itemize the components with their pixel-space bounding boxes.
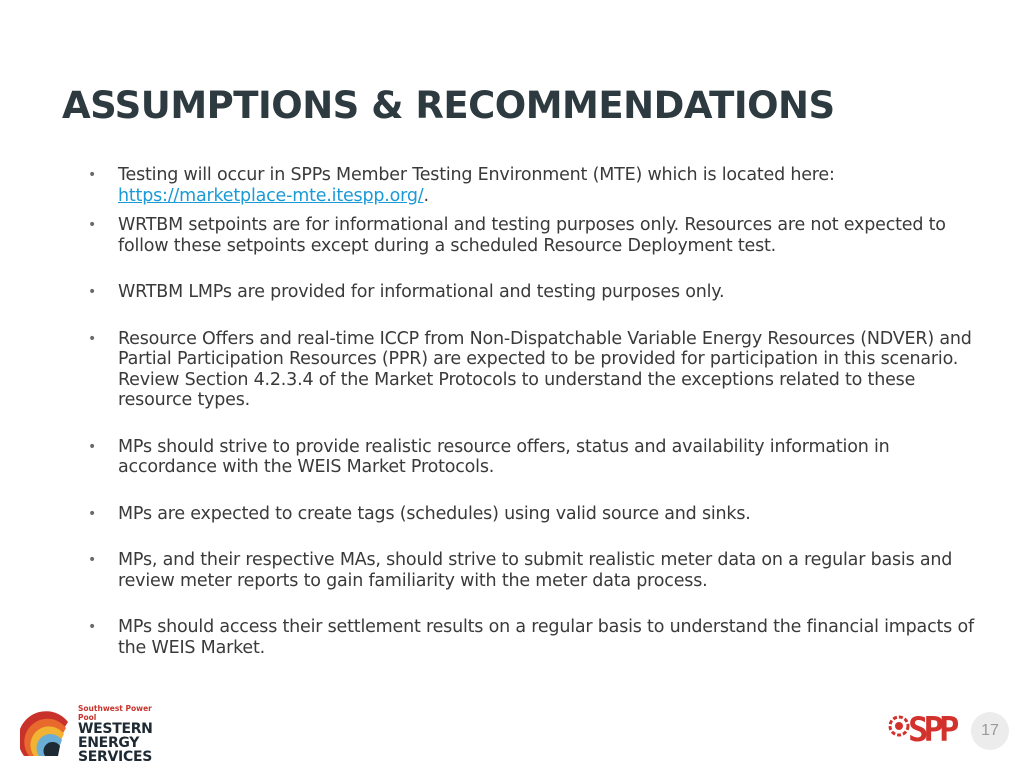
- wes-logo: [20, 700, 170, 765]
- bullet-text: MPs should access their settlement results on a regular basis to understand the financial impacts of the WEIS Market.: [118, 617, 974, 658]
- bullet-text: MPs, and their respective MAs, should strive to submit realistic meter data on a regular basis and review meter reports to gain familiarity with the meter data process.: [118, 550, 953, 591]
- wes-logo-line: Southwest Power Pool: [78, 704, 152, 722]
- bullet-item: [88, 165, 978, 206]
- bullet-list: [88, 165, 978, 658]
- bullet-text: MPs are expected to create tags (schedules) using valid source and sinks.: [118, 503, 751, 524]
- bullet-item: [88, 504, 978, 525]
- bullet-item: [88, 437, 978, 478]
- bullet-item: [88, 282, 978, 303]
- bullet-item: [88, 617, 978, 658]
- bullet-text: MPs should strive to provide realistic resource offers, status and availability information in accordance with the WEIS Market Protocols.: [118, 436, 890, 477]
- bullet-text: Resource Offers and real-time ICCP from Non-Dispatchable Variable Energy Resources (NDVER) and Partial Participation Resources (PPR) are expected to be provided for participation in this scenario. Review Section 4.2.3.4 of the Market Protocols to understand the exceptions related to these resource types.: [118, 328, 972, 410]
- mte-link[interactable]: https://marketplace-mte.itespp.org/: [118, 185, 424, 206]
- wes-logo-line: WESTERN: [78, 721, 153, 737]
- wes-logo-line: ENERGY: [78, 735, 140, 751]
- wes-logo-text: [78, 704, 170, 764]
- slide-title: ASSUMPTIONS & RECOMMENDATIONS: [62, 84, 835, 127]
- bullet-suffix: .: [423, 185, 429, 206]
- bullet-item: [88, 215, 978, 256]
- bullet-text: WRTBM LMPs are provided for informational and testing purposes only.: [118, 282, 725, 302]
- spp-swirl-icon: [888, 714, 910, 744]
- spp-logo-text: SPP: [908, 710, 955, 750]
- wes-logo-line: SERVICES: [78, 749, 152, 765]
- bullet-text: Testing will occur in SPPs Member Testing Environment (MTE) which is located here:: [118, 165, 835, 185]
- page-number: 17: [981, 722, 999, 739]
- bullet-text: WRTBM setpoints are for informational and testing purposes only. Resources are not expected to follow these setpoints except during a scheduled Resource Deployment test.: [118, 215, 946, 256]
- bullet-item: [88, 329, 978, 411]
- bullet-item: [88, 550, 978, 591]
- page-number-badge: [971, 712, 1009, 750]
- spp-logo: [888, 708, 968, 752]
- wes-logo-mark-icon: [20, 700, 76, 758]
